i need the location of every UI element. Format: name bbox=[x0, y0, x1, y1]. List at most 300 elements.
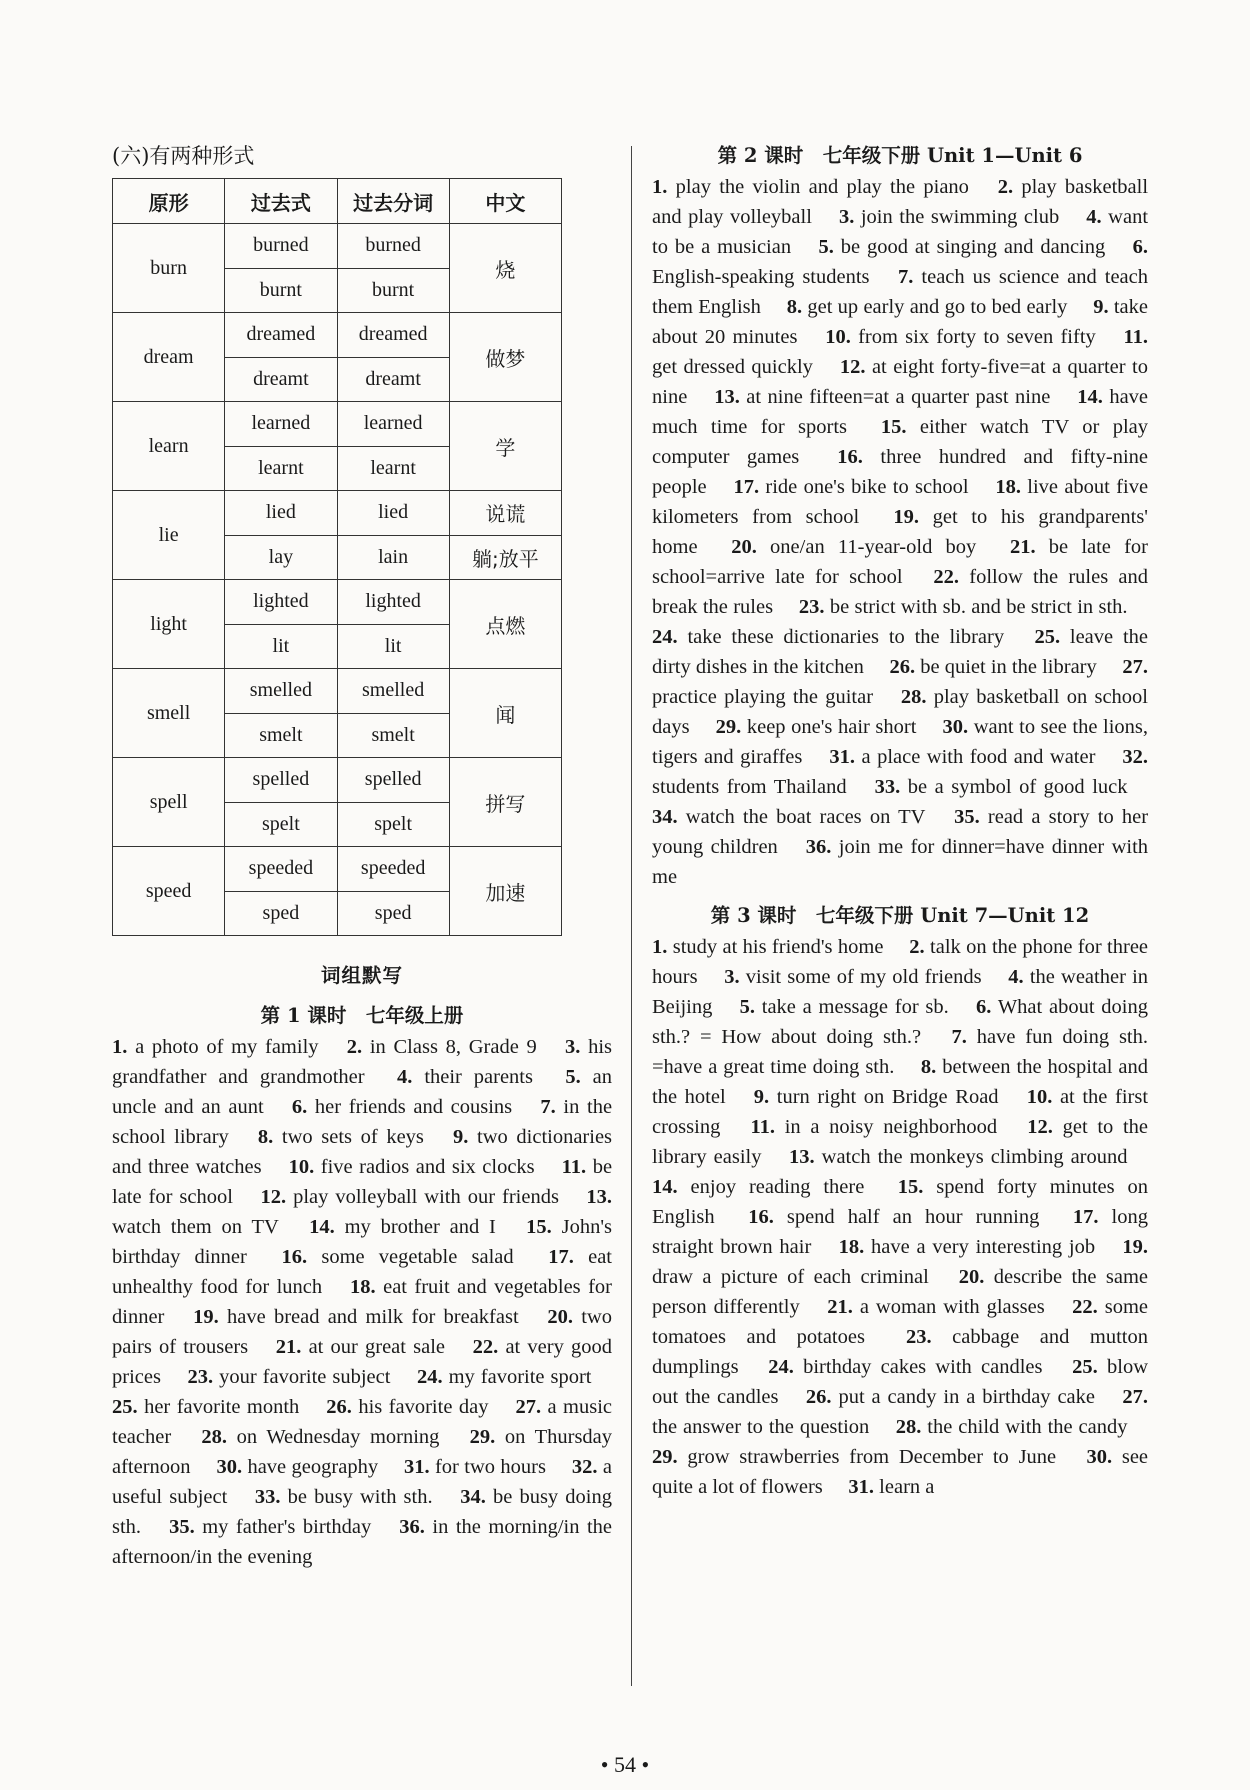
phrase-number: 2. bbox=[997, 176, 1014, 198]
past-participle-cell: dreamt bbox=[337, 357, 449, 402]
phrase-number: 20. bbox=[958, 1266, 985, 1288]
phrase-text: put a candy in a birthday cake bbox=[838, 1386, 1095, 1408]
phrase-item bbox=[397, 1066, 533, 1088]
past-participle-cell: dreamed bbox=[337, 313, 449, 358]
phrase-number: 23. bbox=[187, 1366, 214, 1388]
phrase-text: talk on the phone for three hours bbox=[652, 936, 1149, 988]
phrase-item bbox=[201, 1426, 439, 1448]
past-participle-cell: learned bbox=[337, 402, 449, 447]
phrase-item bbox=[652, 176, 969, 198]
phrase-number: 16. bbox=[837, 446, 863, 468]
lesson-1-title: 第 1 课时 七年级上册 bbox=[260, 1004, 464, 1027]
phrase-text: birthday cakes with candles bbox=[803, 1356, 1043, 1378]
phrase-number: 28. bbox=[895, 1416, 922, 1438]
past-tense-cell: smelled bbox=[225, 669, 337, 714]
phrase-item bbox=[787, 296, 1068, 318]
base-form-cell: burn bbox=[113, 224, 225, 313]
phrase-item bbox=[652, 936, 883, 958]
past-tense-cell: dreamed bbox=[225, 313, 337, 358]
phrase-number: 14. bbox=[1077, 386, 1103, 408]
phrase-text: on Thursday afternoon bbox=[112, 1426, 613, 1478]
phrase-text: have fun doing sth. =have a great time doing sth. bbox=[652, 1026, 1148, 1078]
phrase-text: watch them on TV bbox=[112, 1216, 279, 1238]
phrase-number: 28. bbox=[900, 686, 927, 708]
table-row bbox=[113, 758, 562, 803]
phrase-text: in a noisy neighborhood bbox=[784, 1116, 998, 1138]
header-base: 原形 bbox=[113, 179, 225, 224]
phrase-item bbox=[724, 966, 981, 988]
phrase-text: their parents bbox=[424, 1066, 533, 1088]
phrase-number: 12. bbox=[839, 356, 866, 378]
lesson-1-items bbox=[112, 1032, 612, 1572]
past-participle-cell: smelled bbox=[337, 669, 449, 714]
phrase-number: 6. bbox=[291, 1096, 308, 1118]
phrase-text: be late for school=arrive late for school bbox=[652, 536, 1148, 588]
phrase-number: 7. bbox=[898, 266, 914, 288]
phrase-text: be strict with sb. and be strict in sth. bbox=[829, 596, 1128, 618]
phrase-text: from six forty to seven fifty bbox=[858, 326, 1096, 348]
base-form-cell: speed bbox=[113, 847, 225, 936]
phrase-item bbox=[829, 746, 1095, 768]
past-tense-cell: spelled bbox=[225, 758, 337, 803]
phrase-text: in Class 8, Grade 9 bbox=[369, 1036, 537, 1058]
phrase-number: 13. bbox=[714, 386, 740, 408]
past-tense-cell: learnt bbox=[225, 446, 337, 491]
phrase-item bbox=[731, 536, 976, 558]
phrase-text: English-speaking students bbox=[652, 266, 870, 288]
phrase-number: 23. bbox=[798, 596, 825, 618]
right-column bbox=[652, 140, 1148, 1502]
phrase-text: her favorite month bbox=[144, 1396, 300, 1418]
phrase-text: teach us science and teach them English bbox=[652, 266, 1149, 318]
phrase-text: turn right on Bridge Road bbox=[776, 1086, 999, 1108]
phrase-text: get up early and go to bed early bbox=[807, 296, 1068, 318]
past-tense-cell: learned bbox=[225, 402, 337, 447]
phrase-text: at the first crossing bbox=[652, 1086, 1149, 1138]
phrase-number: 8. bbox=[786, 296, 803, 318]
phrase-text: a woman with glasses bbox=[859, 1296, 1045, 1318]
phrase-item bbox=[216, 1456, 378, 1478]
phrase-item bbox=[169, 1516, 371, 1538]
phrase-item bbox=[896, 1416, 1128, 1438]
phrase-item bbox=[417, 1366, 592, 1388]
phrase-item bbox=[748, 1206, 1039, 1228]
table-row bbox=[113, 580, 562, 625]
phrase-item bbox=[652, 1446, 1056, 1468]
phrase-number: 10. bbox=[1026, 1086, 1053, 1108]
phrase-text: for two hours bbox=[434, 1456, 546, 1478]
header-past: 过去式 bbox=[225, 179, 337, 224]
phrase-text: be busy doing sth. bbox=[112, 1486, 613, 1538]
phrase-text: the answer to the question bbox=[652, 1416, 870, 1438]
phrase-text: get dressed quickly bbox=[652, 356, 813, 378]
phrase-item bbox=[292, 1096, 512, 1118]
phrase-number: 2. bbox=[909, 936, 925, 958]
phrase-text: five radios and six clocks bbox=[320, 1156, 535, 1178]
base-form-cell: learn bbox=[113, 402, 225, 491]
phrase-item bbox=[404, 1456, 546, 1478]
phrase-number: 31. bbox=[848, 1476, 875, 1498]
phrase-text: an uncle and an aunt bbox=[112, 1066, 613, 1118]
phrase-text: want to see the lions, tigers and giraffes bbox=[652, 716, 1149, 768]
table-header-row bbox=[113, 179, 562, 224]
phrase-number: 9. bbox=[1093, 296, 1109, 318]
past-participle-cell: burned bbox=[337, 224, 449, 269]
phrase-number: 25. bbox=[1072, 1356, 1098, 1378]
phrase-text: his favorite day bbox=[358, 1396, 489, 1418]
phrase-number: 30. bbox=[942, 716, 969, 738]
phrase-number: 17. bbox=[733, 476, 760, 498]
phrase-number: 32. bbox=[571, 1456, 598, 1478]
phrase-number: 6. bbox=[976, 996, 992, 1018]
past-tense-cell: burned bbox=[225, 224, 337, 269]
phrase-number: 20. bbox=[547, 1306, 574, 1328]
past-tense-cell: spelt bbox=[225, 802, 337, 847]
phrase-text: a useful subject bbox=[112, 1456, 612, 1508]
phrase-number: 25. bbox=[112, 1396, 138, 1418]
lesson-3-title: 第 3 课时 七年级下册 Unit 7—Unit 12 bbox=[710, 904, 1090, 927]
phrase-number: 27. bbox=[515, 1396, 542, 1418]
past-participle-cell: burnt bbox=[337, 268, 449, 313]
phrase-item bbox=[848, 1476, 934, 1498]
table-row bbox=[113, 313, 562, 358]
header-chinese: 中文 bbox=[449, 179, 561, 224]
phrase-number: 36. bbox=[399, 1516, 425, 1538]
phrase-number: 16. bbox=[281, 1246, 308, 1268]
phrase-item bbox=[347, 1036, 537, 1058]
phrase-item bbox=[768, 1356, 1042, 1378]
phrase-text: my favorite sport bbox=[448, 1366, 592, 1388]
phrase-number: 14. bbox=[309, 1216, 335, 1238]
phrase-text: be good at singing and dancing bbox=[840, 236, 1106, 258]
phrase-number: 19. bbox=[1122, 1236, 1149, 1258]
phrase-number: 36. bbox=[805, 836, 832, 858]
phrase-item bbox=[326, 1396, 488, 1418]
phrase-text: two sets of keys bbox=[281, 1126, 424, 1148]
phrase-number: 17. bbox=[1072, 1206, 1099, 1228]
chinese-meaning-cell: 做梦 bbox=[449, 313, 561, 402]
past-participle-cell: lighted bbox=[337, 580, 449, 625]
phrase-text: be late for school bbox=[112, 1156, 613, 1208]
phrase-text: your favorite subject bbox=[219, 1366, 391, 1388]
past-participle-cell: lied bbox=[337, 491, 449, 536]
phrase-text: be quiet in the library bbox=[920, 656, 1097, 678]
phrase-text: a photo of my family bbox=[135, 1036, 319, 1058]
phrase-item bbox=[260, 1186, 558, 1208]
phrase-number: 35. bbox=[954, 806, 980, 828]
past-participle-cell: lit bbox=[337, 624, 449, 669]
phrase-number: 13. bbox=[586, 1186, 613, 1208]
phrase-number: 16. bbox=[748, 1206, 774, 1228]
phrase-text: follow the rules and break the rules bbox=[652, 566, 1149, 618]
phrase-number: 29. bbox=[469, 1426, 496, 1448]
phrase-text: play volleyball with our friends bbox=[293, 1186, 559, 1208]
past-participle-cell: lain bbox=[337, 535, 449, 580]
phrase-item bbox=[112, 1396, 299, 1418]
phrase-number: 11. bbox=[1123, 326, 1149, 348]
phrase-item bbox=[309, 1216, 496, 1238]
phrase-text: blow out the candles bbox=[652, 1356, 1148, 1408]
phrase-item bbox=[187, 1366, 390, 1388]
phrase-number: 1. bbox=[652, 176, 668, 198]
phrase-text: have geography bbox=[247, 1456, 379, 1478]
phrase-item bbox=[193, 1306, 519, 1328]
phrase-text: describe the same person differently bbox=[652, 1266, 1148, 1318]
past-tense-cell: speeded bbox=[225, 847, 337, 892]
phrase-number: 5. bbox=[565, 1066, 581, 1088]
phrase-number: 25. bbox=[1034, 626, 1061, 648]
phrase-item bbox=[282, 1246, 514, 1268]
phrase-number: 19. bbox=[893, 506, 919, 528]
past-tense-cell: lighted bbox=[225, 580, 337, 625]
phrase-number: 1. bbox=[112, 1036, 128, 1058]
phrase-text: take a message for sb. bbox=[761, 996, 949, 1018]
phrase-text: play basketball on school days bbox=[652, 686, 1148, 738]
phrase-number: 1. bbox=[652, 936, 668, 958]
phrase-number: 4. bbox=[1086, 206, 1102, 228]
phrase-number: 21. bbox=[275, 1336, 302, 1358]
phrase-text: at nine fifteen=at a quarter past nine bbox=[746, 386, 1051, 408]
phrase-text: visit some of my old friends bbox=[745, 966, 982, 988]
phrase-text: ride one's bike to school bbox=[765, 476, 969, 498]
phrase-number: 33. bbox=[254, 1486, 281, 1508]
phrase-text: watch the boat races on TV bbox=[685, 806, 926, 828]
phrase-number: 7. bbox=[951, 1026, 967, 1048]
phrase-text: on Wednesday morning bbox=[236, 1426, 440, 1448]
phrase-number: 23. bbox=[905, 1326, 932, 1348]
phrase-text: read a story to her young children bbox=[652, 806, 1149, 858]
phrase-text: see quite a lot of flowers bbox=[652, 1446, 1149, 1498]
table-body bbox=[113, 224, 562, 936]
phrase-number: 7. bbox=[540, 1096, 556, 1118]
phrase-text: two dictionaries and three watches bbox=[112, 1126, 613, 1178]
past-participle-cell: smelt bbox=[337, 713, 449, 758]
phrase-text: one/an 11-year-old boy bbox=[770, 536, 977, 558]
phrase-item bbox=[839, 206, 1059, 228]
phrase-item bbox=[806, 1386, 1095, 1408]
phrase-number: 29. bbox=[652, 1446, 678, 1468]
phrase-text: get to his grandparents' home bbox=[652, 506, 1148, 558]
phrase-text: John's birthday dinner bbox=[112, 1216, 612, 1268]
base-form-cell: light bbox=[113, 580, 225, 669]
phrase-number: 9. bbox=[453, 1126, 469, 1148]
phrase-text: either watch TV or play computer games bbox=[652, 416, 1149, 468]
phrase-item bbox=[751, 1116, 998, 1138]
phrase-item bbox=[889, 656, 1096, 678]
phrase-item bbox=[255, 1486, 433, 1508]
phrase-text: two pairs of trousers bbox=[112, 1306, 613, 1358]
phrase-number: 35. bbox=[169, 1516, 195, 1538]
phrase-item bbox=[716, 716, 917, 738]
phrase-text: have a very interesting job bbox=[871, 1236, 1096, 1258]
phrase-number: 3. bbox=[838, 206, 855, 228]
phrase-number: 15. bbox=[897, 1176, 924, 1198]
phrase-text: play the violin and play the piano bbox=[675, 176, 969, 198]
phrase-number: 21. bbox=[1009, 536, 1036, 558]
phrase-text: get to the library easily bbox=[652, 1116, 1149, 1168]
past-tense-cell: lied bbox=[225, 491, 337, 536]
past-tense-cell: sped bbox=[225, 891, 337, 936]
phrase-text: between the hospital and the hotel bbox=[652, 1056, 1149, 1108]
phrase-number: 32. bbox=[1122, 746, 1149, 768]
header-past-participle: 过去分词 bbox=[337, 179, 449, 224]
phrase-number: 34. bbox=[652, 806, 678, 828]
phrase-number: 33. bbox=[874, 776, 901, 798]
past-participle-cell: speeded bbox=[337, 847, 449, 892]
phrase-text: in the morning/in the afternoon/in the evening bbox=[112, 1516, 613, 1568]
phrase-number: 5. bbox=[739, 996, 755, 1018]
phrase-text: at eight forty-five=at a quarter to nine bbox=[652, 356, 1148, 408]
phrase-text: join me for dinner=have dinner with me bbox=[652, 836, 1149, 888]
phrase-item bbox=[827, 1296, 1044, 1318]
phrase-text: be busy with sth. bbox=[287, 1486, 433, 1508]
lesson-2-title: 第 2 课时 七年级下册 Unit 1—Unit 6 bbox=[717, 144, 1083, 167]
phrase-text: long straight brown hair bbox=[652, 1206, 1148, 1258]
phrase-text: enjoy reading there bbox=[690, 1176, 865, 1198]
phrase-item bbox=[789, 1146, 1128, 1168]
base-form-cell: smell bbox=[113, 669, 225, 758]
phrase-text: spend forty minutes on English bbox=[652, 1176, 1149, 1228]
phrase-number: 20. bbox=[731, 536, 757, 558]
table-row bbox=[113, 402, 562, 447]
chinese-meaning-cell: 拼写 bbox=[449, 758, 561, 847]
past-tense-cell: dreamt bbox=[225, 357, 337, 402]
phrase-number: 34. bbox=[460, 1486, 486, 1508]
phrase-number: 4. bbox=[1008, 966, 1024, 988]
phrase-text: have bread and milk for breakfast bbox=[227, 1306, 519, 1328]
lesson-3-items bbox=[652, 932, 1148, 1502]
phrase-text: at very good prices bbox=[112, 1336, 612, 1388]
table-row bbox=[113, 491, 562, 536]
phrase-text: draw a picture of each criminal bbox=[652, 1266, 929, 1288]
phrase-item bbox=[652, 1176, 864, 1198]
phrase-text: the weather in Beijing bbox=[652, 966, 1149, 1018]
table-row bbox=[113, 224, 562, 269]
chinese-meaning-cell: 闻 bbox=[449, 669, 561, 758]
phrase-number: 3. bbox=[724, 966, 740, 988]
phrase-text: play basketball and play volleyball bbox=[652, 176, 1149, 228]
past-participle-cell: spelt bbox=[337, 802, 449, 847]
phrase-item bbox=[112, 1036, 319, 1058]
phrase-number: 26. bbox=[326, 1396, 352, 1418]
phrase-number: 3. bbox=[565, 1036, 581, 1058]
phrase-text: his grandfather and grandmother bbox=[112, 1036, 613, 1088]
phrase-item bbox=[819, 236, 1106, 258]
phrase-text: have much time for sports bbox=[652, 386, 1149, 438]
phrase-number: 8. bbox=[257, 1126, 274, 1148]
phrase-item bbox=[714, 386, 1050, 408]
chinese-meaning-cell: 说谎 bbox=[449, 491, 561, 536]
phrase-item bbox=[258, 1126, 424, 1148]
phrase-number: 11. bbox=[750, 1116, 776, 1138]
phrase-number: 13. bbox=[789, 1146, 815, 1168]
phrase-number: 28. bbox=[201, 1426, 227, 1448]
phrase-number: 17. bbox=[548, 1246, 574, 1268]
phrase-text: some tomatoes and potatoes bbox=[652, 1296, 1149, 1348]
phrase-number: 26. bbox=[889, 656, 916, 678]
table-row bbox=[113, 669, 562, 714]
phrase-number: 11. bbox=[561, 1156, 587, 1178]
phrase-text: join the swimming club bbox=[860, 206, 1060, 228]
phrase-number: 4. bbox=[397, 1066, 413, 1088]
phrase-item bbox=[754, 1086, 999, 1108]
phrase-item bbox=[740, 996, 949, 1018]
phrase-text: at our great sale bbox=[308, 1336, 446, 1358]
phrase-item bbox=[733, 476, 968, 498]
phrase-number: 31. bbox=[829, 746, 855, 768]
phrase-number: 24. bbox=[416, 1366, 443, 1388]
phrase-number: 30. bbox=[216, 1456, 243, 1478]
past-tense-cell: burnt bbox=[225, 268, 337, 313]
phrase-number: 5. bbox=[818, 236, 834, 258]
phrase-text: eat fruit and vegetables for dinner bbox=[112, 1276, 612, 1328]
phrase-text: want to be a musician bbox=[652, 206, 1149, 258]
phrase-number: 24. bbox=[768, 1356, 794, 1378]
page-number: • 54 • bbox=[600, 1752, 650, 1777]
phrase-text: the child with the candy bbox=[927, 1416, 1128, 1438]
phrase-item bbox=[839, 1236, 1096, 1258]
phrase-number: 18. bbox=[838, 1236, 865, 1258]
phrase-item bbox=[875, 776, 1128, 798]
phrase-text: my brother and I bbox=[344, 1216, 496, 1238]
phrase-text: spend half an hour running bbox=[786, 1206, 1040, 1228]
chinese-meaning-cell: 点燃 bbox=[449, 580, 561, 669]
base-form-cell: spell bbox=[113, 758, 225, 847]
phrase-number: 21. bbox=[827, 1296, 853, 1318]
phrase-number: 2. bbox=[346, 1036, 363, 1058]
phrase-text: leave the dirty dishes in the kitchen bbox=[652, 626, 1149, 678]
column-divider bbox=[631, 146, 632, 1686]
phrase-text: What about doing sth.? = How about doing sth.? bbox=[652, 996, 1148, 1048]
lesson-2-items bbox=[652, 172, 1148, 892]
chinese-meaning-cell: 烧 bbox=[449, 224, 561, 313]
phrase-item bbox=[276, 1336, 445, 1358]
phrase-number: 15. bbox=[880, 416, 907, 438]
phrase-text: grow strawberries from December to June bbox=[687, 1446, 1057, 1468]
phrase-number: 22. bbox=[933, 566, 960, 588]
phrase-text: practice playing the guitar bbox=[652, 686, 874, 708]
past-tense-cell: smelt bbox=[225, 713, 337, 758]
past-participle-cell: sped bbox=[337, 891, 449, 936]
phrase-number: 6. bbox=[1132, 236, 1149, 258]
phrase-item bbox=[799, 596, 1128, 618]
phrase-text: live about five kilometers from school bbox=[652, 476, 1149, 528]
phrase-text: her friends and cousins bbox=[314, 1096, 513, 1118]
phrase-dictation-title: 词组默写 bbox=[320, 964, 403, 987]
phrase-number: 27. bbox=[1122, 1386, 1149, 1408]
phrase-item bbox=[652, 806, 925, 828]
phrase-number: 18. bbox=[995, 476, 1021, 498]
phrase-number: 22. bbox=[472, 1336, 499, 1358]
phrase-text: in the school library bbox=[112, 1096, 613, 1148]
base-form-cell: lie bbox=[113, 491, 225, 580]
phrase-item bbox=[652, 626, 1004, 648]
phrase-text: eat unhealthy food for lunch bbox=[112, 1246, 612, 1298]
phrase-text: study at his friend's home bbox=[672, 936, 884, 958]
phrase-item bbox=[289, 1156, 535, 1178]
phrase-number: 10. bbox=[288, 1156, 315, 1178]
chinese-meaning-cell: 加速 bbox=[449, 847, 561, 936]
phrase-text: watch the monkeys climbing around bbox=[821, 1146, 1128, 1168]
phrase-text: some vegetable salad bbox=[321, 1246, 514, 1268]
phrase-item bbox=[825, 326, 1096, 348]
phrase-number: 26. bbox=[805, 1386, 832, 1408]
phrase-number: 22. bbox=[1072, 1296, 1098, 1318]
phrase-number: 27. bbox=[1122, 656, 1149, 678]
chinese-meaning-cell: 躺;放平 bbox=[449, 535, 561, 580]
table-row bbox=[113, 847, 562, 892]
section-label: (六)有两种形式 bbox=[112, 144, 255, 168]
